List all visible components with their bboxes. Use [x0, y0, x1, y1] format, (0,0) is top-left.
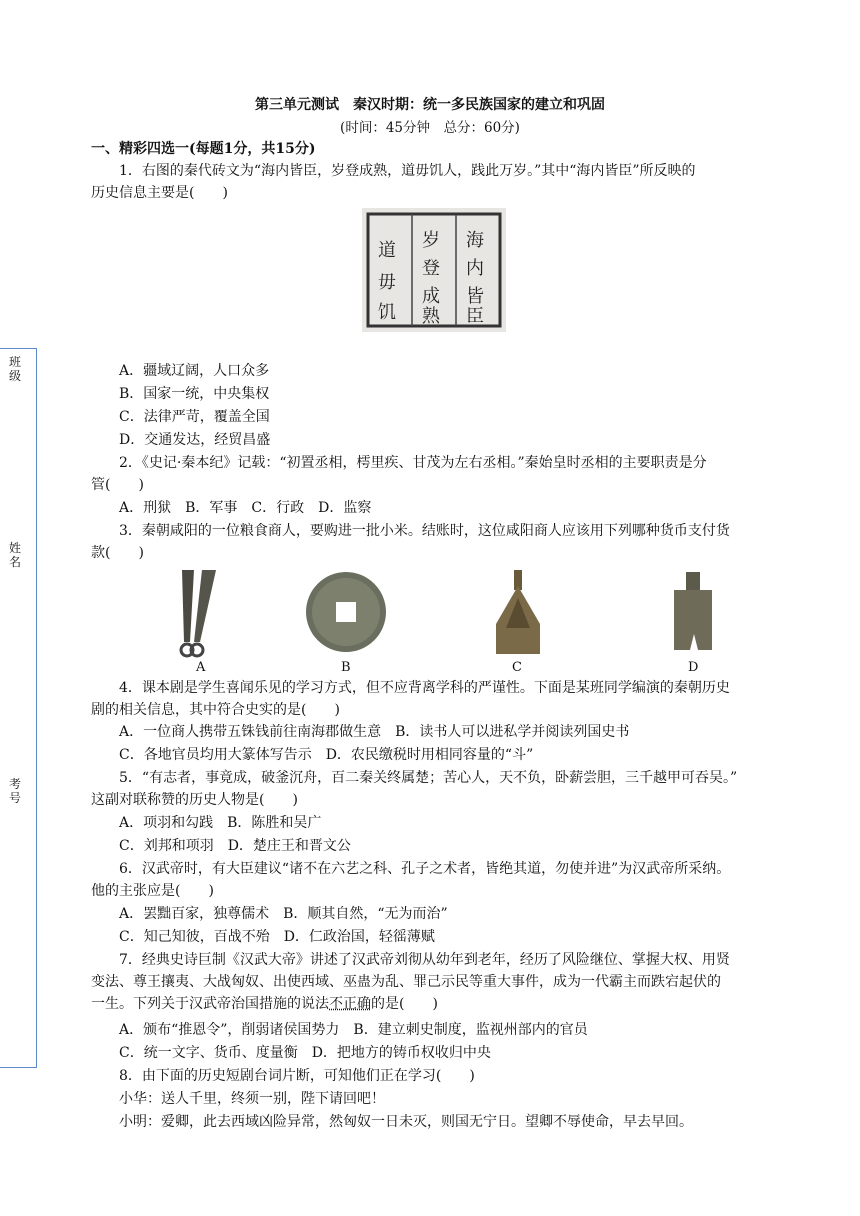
q7-stem: 7．经典史诗巨制《汉武大帝》讲述了汉武帝刘彻从幼年到老年，经历了风险继位、掌握大权、用贤	[119, 952, 730, 968]
seal-brick-image	[362, 208, 506, 332]
svg-text:成: 成	[422, 286, 440, 307]
class-label: 班级	[9, 355, 22, 383]
q2-options: A．刑狱 B．军事 C．行政 D．监察	[119, 500, 372, 516]
section-heading: 一、精彩四选一(每题1分，共15分)	[91, 141, 316, 157]
svg-text:海: 海	[466, 230, 484, 251]
q3-stem: 3．秦朝咸阳的一位粮食商人，要购进一批小米。结账时，这位咸阳商人应该用下列哪种货币支付货	[119, 523, 730, 539]
q1-option-d: D．交通发达，经贸昌盛	[119, 432, 271, 448]
page-title: 第三单元测试 秦汉时期：统一多民族国家的建立和巩固	[255, 97, 605, 113]
name-label: 姓名	[9, 541, 22, 569]
coin-label-a: A	[196, 660, 206, 675]
q2-stem-cont: 管( )	[91, 477, 144, 493]
round-coin-image	[304, 570, 388, 654]
svg-text:内: 内	[466, 258, 484, 279]
q1-option-a: A．疆域辽阔，人口众多	[119, 363, 270, 379]
svg-text:皆: 皆	[466, 286, 484, 307]
spade-coin-image	[668, 570, 718, 654]
q5-options-ab: A．项羽和勾践 B．陈胜和吴广	[119, 815, 322, 831]
q5-options-cd: C．刘邦和项羽 D．楚庄王和晋文公	[119, 838, 351, 854]
q8-xiaoming-line: 小明：爱卿，此去西域凶险异常，然匈奴一日未灭，则国无宁日。望卿不辱使命，早去早回。	[119, 1114, 693, 1130]
q1-stem-cont: 历史信息主要是( )	[91, 185, 228, 201]
emphasis-not-correct: 不正确	[329, 996, 371, 1012]
q1-option-b: B．国家一统，中央集权	[119, 386, 270, 402]
q7-options-cd: C．统一文字、货币、度量衡 D．把地方的铸币权收归中央	[119, 1045, 491, 1061]
svg-text:毋: 毋	[378, 272, 396, 293]
page-subtitle: (时间：45分钟 总分：60分)	[340, 120, 520, 136]
q6-stem: 6．汉武帝时，有大臣建议“诸不在六艺之科、孔子之术者，皆绝其道，勿使并进”为汉武帝所采纳。	[119, 861, 731, 877]
q4-options-cd: C．各地官员均用大篆体写告示 D．农民缴税时用相同容量的“斗”	[119, 747, 534, 763]
exam-number-label: 考号	[9, 777, 22, 805]
q3-stem-cont: 款( )	[91, 545, 144, 561]
svg-text:臣: 臣	[466, 306, 484, 327]
q1-option-c: C．法律严苛，覆盖全国	[119, 409, 270, 425]
shovel-coin-image	[490, 568, 546, 658]
svg-text:岁: 岁	[422, 230, 440, 251]
knife-coin-image	[172, 566, 228, 662]
q1-stem: 1．右图的秦代砖文为“海内皆臣，岁登成熟，道毋饥人，践此万岁。”其中“海内皆臣”所反映的	[119, 163, 696, 179]
svg-text:登: 登	[422, 258, 440, 279]
q8-xiaohua-line: 小华：送人千里，终须一别，陛下请回吧！	[119, 1091, 385, 1107]
q8-stem: 8．由下面的历史短剧台词片断，可知他们正在学习( )	[119, 1068, 475, 1084]
q4-options-ab: A．一位商人携带五铢钱前往南海郡做生意 B．读书人可以进私学并阅读列国史书	[119, 724, 630, 740]
q6-options-ab: A．罢黜百家，独尊儒术 B．顺其自然，“无为而治”	[119, 906, 448, 922]
q6-stem-cont: 他的主张应是( )	[91, 883, 214, 899]
q6-options-cd: C．知己知彼，百战不殆 D．仁政治国，轻徭薄赋	[119, 929, 435, 945]
q7-options-ab: A．颁布“推恩令”，削弱诸侯国势力 B．建立刺史制度，监视州部内的官员	[119, 1022, 588, 1038]
svg-text:道: 道	[378, 240, 396, 261]
q7-stem-end: 一生。下列关于汉武帝治国措施的说法不正确的是( )	[91, 996, 438, 1012]
q4-stem-cont: 剧的相关信息，其中符合史实的是( )	[91, 702, 340, 718]
q5-stem-cont: 这副对联称赞的历史人物是( )	[91, 792, 298, 808]
q5-stem: 5．“有志者，事竟成，破釜沉舟，百二秦关终属楚；苦心人，天不负，卧薪尝胆，三千越甲可吞吴。”	[119, 770, 738, 786]
q2-stem: 2．《史记·秦本纪》记载：“初置丞相，樗里疾、甘茂为左右丞相。”秦始皇时丞相的主要职责是分	[119, 455, 707, 471]
q7-stem-cont: 变法、尊王攘夷、大战匈奴、出使西域、巫蛊为乱、罪己示民等重大事件，成为一代霸主而跌宕起伏的	[91, 974, 721, 990]
svg-text:饥: 饥	[378, 302, 396, 323]
coin-label-b: B	[341, 660, 351, 675]
student-info-sidebar	[0, 348, 37, 1068]
svg-text:熟: 熟	[422, 306, 440, 327]
coin-label-d: D	[688, 660, 699, 675]
q4-stem: 4．课本剧是学生喜闻乐见的学习方式，但不应背离学科的严谨性。下面是某班同学编演的秦朝历史	[119, 680, 730, 696]
coin-label-c: C	[512, 660, 522, 675]
